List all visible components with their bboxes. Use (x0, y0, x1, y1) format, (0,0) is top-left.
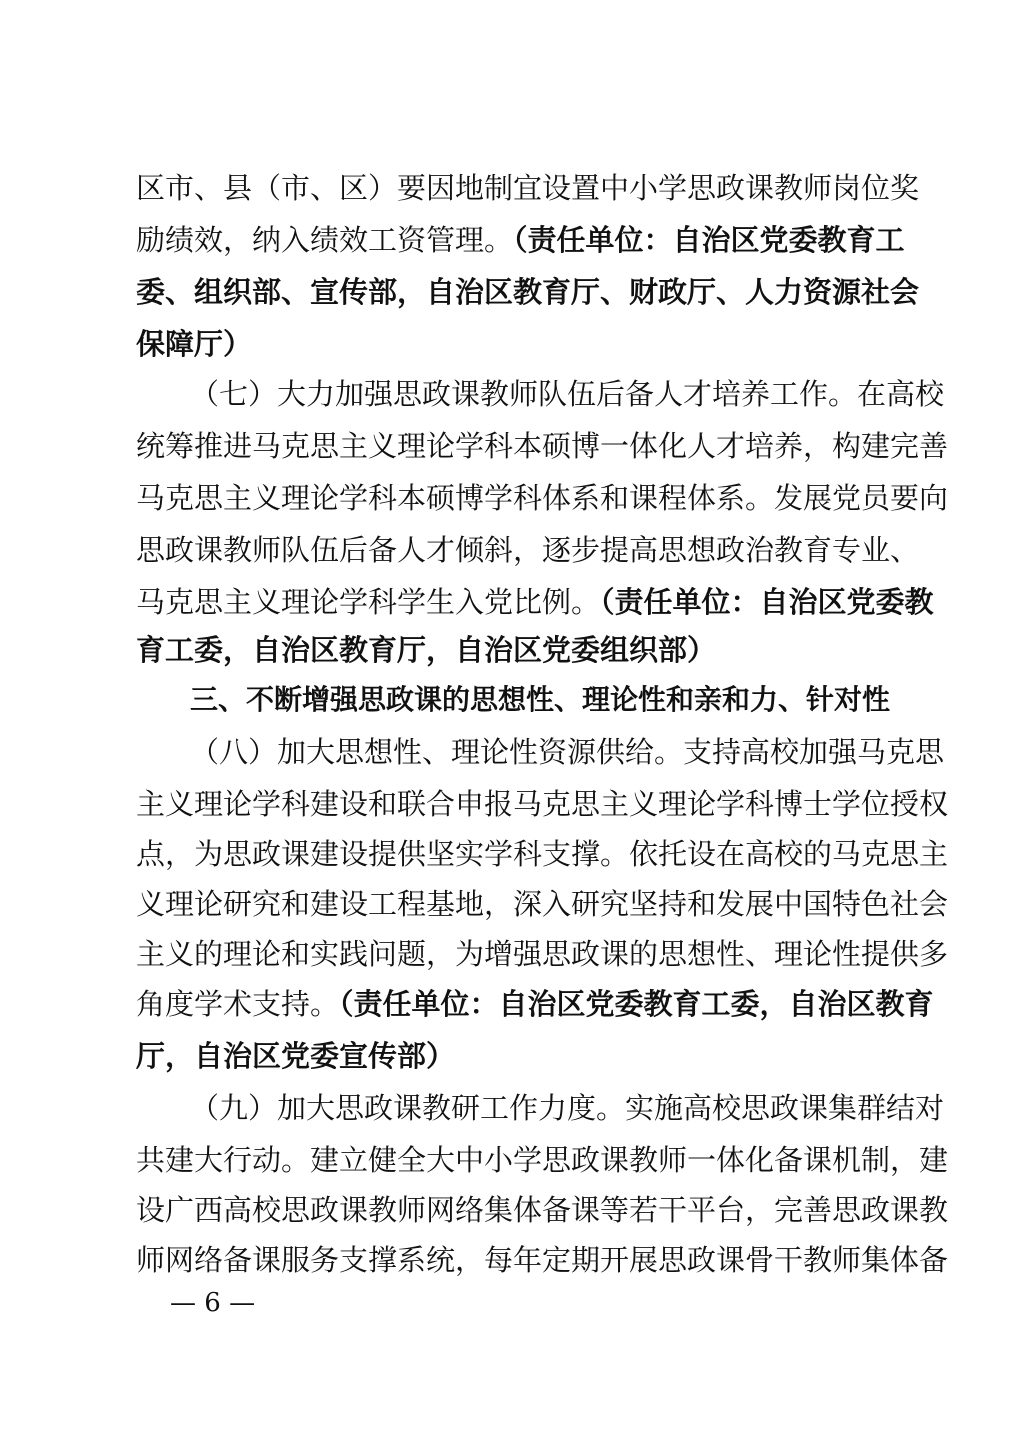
paragraph-line (136, 418, 949, 474)
paragraph-line (136, 522, 920, 578)
paragraph-line (136, 160, 920, 216)
body-text: 师网络备课服务支撑系统，每年定期开展思政课骨干教师集体备 (136, 1243, 949, 1277)
body-text: 角度学术支持。 (136, 987, 340, 1021)
responsible-units-text: （责任单位：自治区党委教 (600, 585, 934, 619)
paragraph-line (136, 776, 949, 832)
body-text: 义理论研究和建设工程基地，深入研究坚持和发展中国特色社会 (136, 887, 949, 921)
body-text: 点，为思政课建设提供坚实学科支撑。依托设在高校的马克思主 (136, 837, 949, 871)
body-text: （七）大力加强思政课教师队伍后备人才培养工作。在高校 (190, 377, 945, 411)
paragraph-line (136, 622, 891, 678)
body-text: 思政课教师队伍后备人才倾斜，逐步提高思想政治教育专业、 (136, 533, 920, 567)
paragraph-line (136, 470, 949, 526)
paragraph-line (136, 264, 920, 320)
paragraph-line (136, 876, 949, 932)
body-text: 励绩效，纳入绩效工资管理。 (136, 223, 514, 257)
paragraph-line (136, 1132, 949, 1188)
paragraph-line (190, 1080, 945, 1136)
paragraph-line (136, 1232, 949, 1288)
body-text: 马克思主义理论学科本硕博学科体系和课程体系。发展党员要向 (136, 481, 949, 515)
page-number: — 6 — (170, 1288, 256, 1318)
body-text: 统筹推进马克思主义理论学科本硕博一体化人才培养，构建完善 (136, 429, 949, 463)
paragraph-line (136, 826, 949, 882)
responsible-units-text: （责任单位：自治区党委教育工委，自治区教育 (339, 987, 934, 1021)
body-text: 马克思主义理论学科学生入党比例。 (136, 585, 601, 619)
body-text: （九）加大思政课教研工作力度。实施高校思政课集群结对 (190, 1091, 945, 1125)
body-text: 主义的理论和实践问题，为增强思政课的思想性、理论性提供多 (136, 937, 949, 971)
paragraph-line (136, 1028, 891, 1084)
responsible-units-text: 育工委，自治区教育厅，自治区党委组织部） (136, 633, 717, 667)
responsible-units-text: 厅，自治区党委宣传部） (136, 1039, 456, 1073)
responsible-units-text: 保障厅） (136, 327, 253, 361)
paragraph-line (136, 976, 934, 1032)
paragraph-line (190, 724, 945, 780)
body-text: 主义理论学科建设和联合申报马克思主义理论学科博士学位授权 (136, 787, 949, 821)
responsible-units-text: 委、组织部、宣传部，自治区教育厅、财政厅、人力资源社会 (136, 275, 920, 309)
paragraph-line (190, 366, 945, 422)
body-text: 设广西高校思政课教师网络集体备课等若干平台，完善思政课教 (136, 1193, 949, 1227)
body-text: 区市、县（市、区）要因地制宜设置中小学思政课教师岗位奖 (136, 171, 920, 205)
body-text: 共建大行动。建立健全大中小学思政课教师一体化备课机制，建 (136, 1143, 949, 1177)
paragraph-line (136, 212, 905, 268)
paragraph-line (136, 316, 891, 372)
paragraph-line (136, 1182, 949, 1238)
section-heading: 三、不断增强思政课的思想性、理论性和亲和力、针对性 (190, 683, 891, 716)
responsible-units-text: （责任单位：自治区党委教育工 (513, 223, 905, 257)
paragraph-line (136, 926, 949, 982)
body-text: （八）加大思想性、理论性资源供给。支持高校加强马克思 (190, 735, 945, 769)
